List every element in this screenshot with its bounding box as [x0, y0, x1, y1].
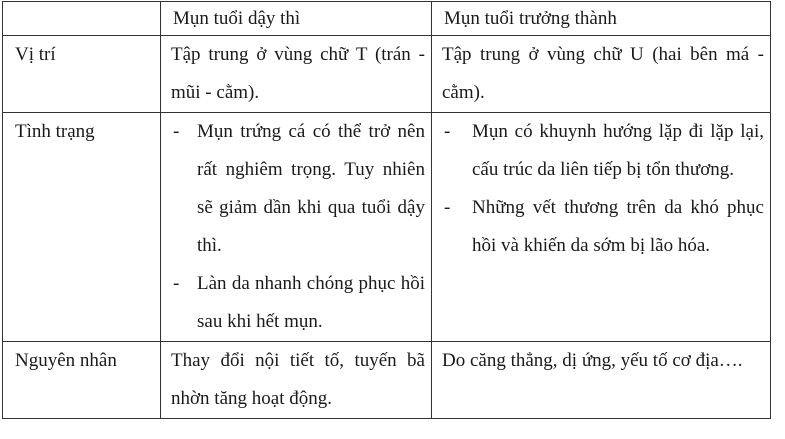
teen-condition-cell: [161, 113, 432, 342]
list-item: [171, 265, 425, 341]
teen-location-cell: [161, 36, 432, 113]
list-item-text: Làn da nhanh chóng phục hồi sau khi hết mụn.: [197, 273, 425, 332]
header-teen-acne: Mụn tuổi dậy thì: [161, 2, 432, 36]
row-label-location: [3, 36, 161, 113]
header-empty-cell: [3, 2, 161, 36]
dash-bullet: -: [444, 197, 451, 218]
adult-condition-list: [442, 113, 764, 265]
dash-bullet: -: [173, 121, 180, 142]
list-item: [442, 189, 764, 265]
adult-location-text: Tập trung ở vùng chữ U (hai bên má - cằm).: [442, 44, 764, 103]
row-label-text: Nguyên nhân: [15, 350, 117, 371]
adult-cause-text: Do căng thẳng, dị ứng, yếu tố cơ địa….: [442, 350, 743, 371]
header-adult-acne: Mụn tuổi trưởng thành: [432, 2, 771, 36]
list-item-text: Mụn có khuynh hướng lặp đi lặp lại, cấu trúc da liên tiếp bị tổn thương.: [472, 121, 764, 180]
header-row: [3, 2, 771, 36]
table-row-cause: [3, 342, 771, 419]
teen-location-text: Tập trung ở vùng chữ T (trán - mũi - cằm).: [171, 44, 425, 103]
teen-cause-text: Thay đổi nội tiết tố, tuyến bã nhờn tăng hoạt động.: [171, 350, 425, 409]
adult-condition-cell: [432, 113, 771, 342]
comparison-table: [2, 1, 771, 419]
teen-cause-cell: [161, 342, 432, 419]
list-item-text: Những vết thương trên da khó phục hồi và khiến da sớm bị lão hóa.: [472, 197, 764, 256]
row-label-condition: [3, 113, 161, 342]
teen-condition-list: [171, 113, 425, 341]
table-row-condition: [3, 113, 771, 342]
table-row-location: [3, 36, 771, 113]
list-item: [171, 113, 425, 265]
dash-bullet: -: [444, 121, 451, 142]
list-item: [442, 113, 764, 189]
row-label-cause: [3, 342, 161, 419]
row-label-text: Tình trạng: [15, 121, 95, 142]
dash-bullet: -: [173, 273, 180, 294]
list-item-text: Mụn trứng cá có thể trở nên rất nghiêm trọng. Tuy nhiên sẽ giảm dần khi qua tuổi dậy thì.: [197, 121, 425, 256]
adult-cause-cell: [432, 342, 771, 419]
row-label-text: Vị trí: [15, 44, 56, 65]
adult-location-cell: [432, 36, 771, 113]
